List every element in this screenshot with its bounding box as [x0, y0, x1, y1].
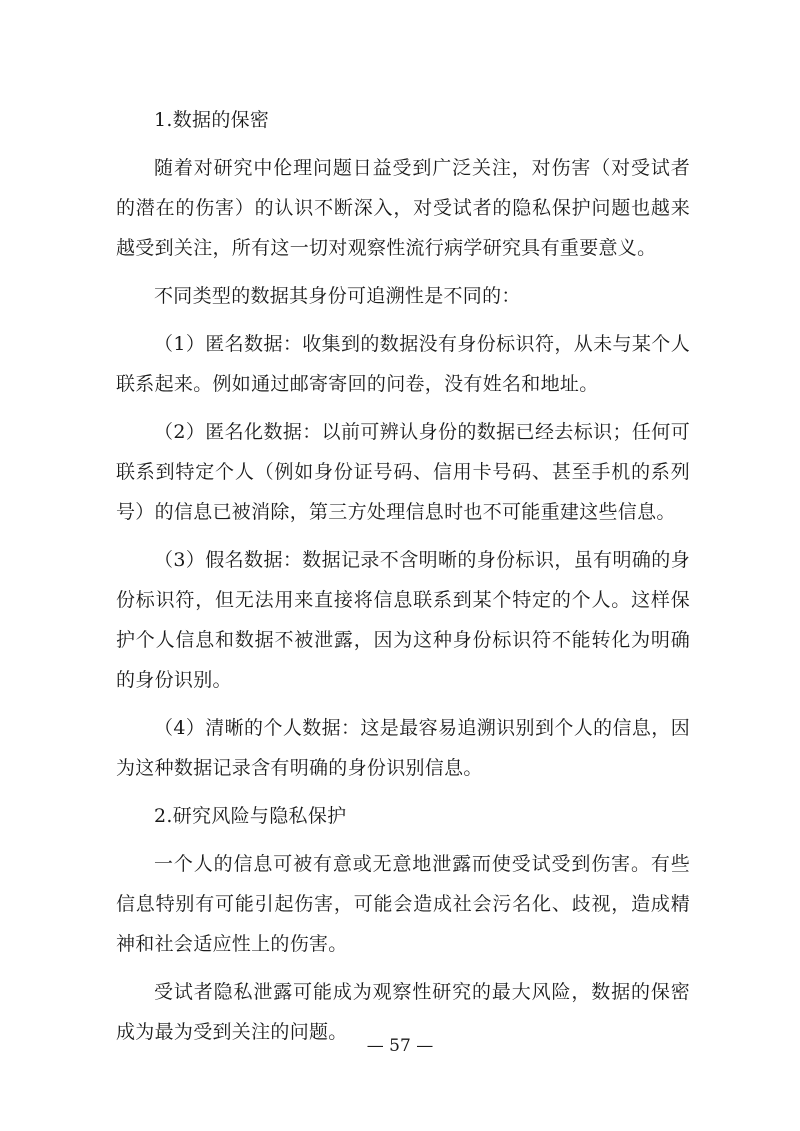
- paragraph: 受试者隐私泄露可能成为观察性研究的最大风险，数据的保密成为最为受到关注的问题。: [116, 981, 690, 1043]
- list-item-pseudonymous-data: （3）假名数据：数据记录不含明晰的身份标识，虽有明确的身份标识符，但无法用来直接将信息联系到某个特定的个人。这样保护个人信息和数据不被泄露，因为这种身份标识符不能转化为明确的身份识别。: [116, 549, 690, 691]
- page-content: [116, 100, 690, 1060]
- paragraph: 一个人的信息可被有意或无意地泄露而使受试受到伤害。有些信息特别有可能引起伤害，可能会造成社会污名化、歧视，造成精神和社会适应性上的伤害。: [116, 853, 690, 955]
- paragraph: 不同类型的数据其身份可追溯性是不同的：: [154, 285, 521, 307]
- section-heading-data-confidentiality: 1.数据的保密: [154, 109, 270, 131]
- section-heading-research-risk: 2.研究风险与隐私保护: [154, 805, 347, 827]
- page-number: — 57 —: [366, 1036, 434, 1056]
- list-item-anonymized-data: （2）匿名化数据：以前可辨认身份的数据已经去标识；任何可联系到特定个人（例如身份证号码、信用卡号码、甚至手机的系列号）的信息已被消除，第三方处理信息时也不可能重建这些信息。: [116, 421, 690, 523]
- paragraph: 随着对研究中伦理问题日益受到广泛关注，对伤害（对受试者的潜在的伤害）的认识不断深入，对受试者的隐私保护问题也越来越受到关注，所有这一切对观察性流行病学研究具有重要意义。: [116, 157, 690, 259]
- list-item-anonymous-data: （1）匿名数据：收集到的数据没有身份标识符，从未与某个人联系起来。例如通过邮寄寄回的问卷，没有姓名和地址。: [116, 333, 690, 395]
- list-item-clear-personal-data: （4）清晰的个人数据：这是最容易追溯识别到个人的信息，因为这种数据记录含有明确的身份识别信息。: [116, 717, 690, 779]
